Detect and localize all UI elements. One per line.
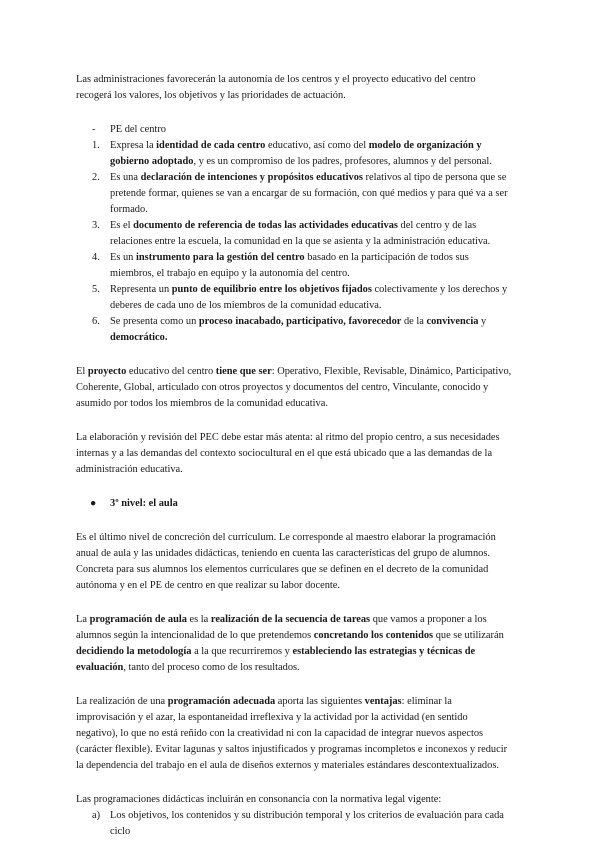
list-item: 3. Es el documento de referencia de todas las actividades educativas del centro y de las relaciones entre la escuela, la comunidad en la que se asienta y la administración educativa. bbox=[92, 220, 491, 247]
section-heading-list bbox=[76, 496, 512, 512]
list-marker: a) bbox=[92, 810, 101, 821]
list-marker: 5. bbox=[92, 284, 100, 295]
pe-dash-item bbox=[76, 122, 512, 138]
list-item: 4. Es un instrumento para la gestión del centro basado en la participación de todos sus miembros, el trabajo en equipo y la autonomía del centro. bbox=[92, 252, 469, 279]
list-item: 2. Es una declaración de intenciones y propósitos educativos relativos al tipo de persona que se pretende formar, quienes se van a encargar de su formación, con qué medios y para qué va a ser formado. bbox=[92, 172, 508, 215]
alpha-list bbox=[76, 808, 512, 840]
list-marker: 6. bbox=[92, 316, 100, 327]
list-item: 1. Expresa la identidad de cada centro educativo, así como del modelo de organización y gobierno adoptado, y es un compromiso de los padres, profesores, alumnos y del personal. bbox=[92, 140, 492, 167]
list-item: a) Los objetivos, los contenidos y su distribución temporal y los criterios de evaluación para cada ciclo bbox=[92, 810, 504, 837]
list-marker: 4. bbox=[92, 252, 100, 263]
dash-marker: - bbox=[92, 124, 96, 135]
list-item: 5. Representa un punto de equilibrio entre los objetivos fijados colectivamente y los derechos y deberes de cada uno de los miembros de la comunidad educativa. bbox=[92, 284, 508, 311]
programaciones-paragraph: Las programaciones didácticas incluirán en consonancia con la normativa legal vigente: bbox=[76, 794, 442, 805]
intro-paragraph: Las administraciones favorecerán la autonomía de los centros y el proyecto educativo del centro recogerá los valores, los objetivos y las prioridades de actuación. bbox=[76, 74, 476, 101]
list-item: 6. Se presenta como un proceso inacabado, participativo, favorecedor de la convivencia y democrático. bbox=[92, 316, 487, 343]
bullet-icon: ● bbox=[90, 498, 97, 509]
list-marker: 1. bbox=[92, 140, 100, 151]
list-marker: 2. bbox=[92, 172, 100, 183]
aula-paragraph: Es el último nivel de concreción del currículum. Le corresponde al maestro elaborar la programación anual de aula y las unidades didácticas, teniendo en cuenta las características del grupo de alumnos. Concreta para sus alumnos los elementos curriculares que se definen en el decreto de la comunidad autónoma y en el PE de centro en que realizar su labor docente. bbox=[76, 532, 496, 591]
programacion-paragraph: La programación de aula es la realización de la secuencia de tareas que vamos a proponer a los alumnos según la intencionalidad de lo que pretendemos concretando los contenidos que se utilizarán decidiendo la metodología a la que recurriremos y estableciendo las estrategias y técnicas de evaluación, tanto del proceso como de los resultados. bbox=[76, 614, 504, 673]
pe-list bbox=[76, 122, 512, 346]
pe-dash-text: PE del centro bbox=[110, 124, 166, 135]
pec-requirements-paragraph: El proyecto educativo del centro tiene que ser: Operativo, Flexible, Revisable, Dinámico, Participativo, Coherente, Global, articulado con otros proyectos y documentos del centro, Vinculante, conocido y asumido por todos los miembros de la comunidad educativa. bbox=[76, 366, 512, 409]
list-marker: 3. bbox=[92, 220, 100, 231]
section-heading: ● 3º nivel: el aula bbox=[76, 496, 512, 512]
pec-review-paragraph: La elaboración y revisión del PEC debe estar más atenta: al ritmo del propio centro, a sus necesidades internas y a las demandas del contexto sociocultural en el que está ubicado que a las demandas de la administración educativa. bbox=[76, 432, 500, 475]
ventajas-paragraph: La realización de una programación adecuada aporta las siguientes ventajas: eliminar la improvisación y el azar, la espontaneidad irreflexiva y la actividad por la actividad (en sentido negativo), lo que no está reñido con la creatividad ni con la capacidad de integrar nuevos aspectos (carácter flexible). Evitar lagunas y saltos injustificados y programas incompletos e inconexos y reducir la dependencia del trabajo en el aula de diseños externos y materiales estándares descontextualizados. bbox=[76, 696, 508, 771]
